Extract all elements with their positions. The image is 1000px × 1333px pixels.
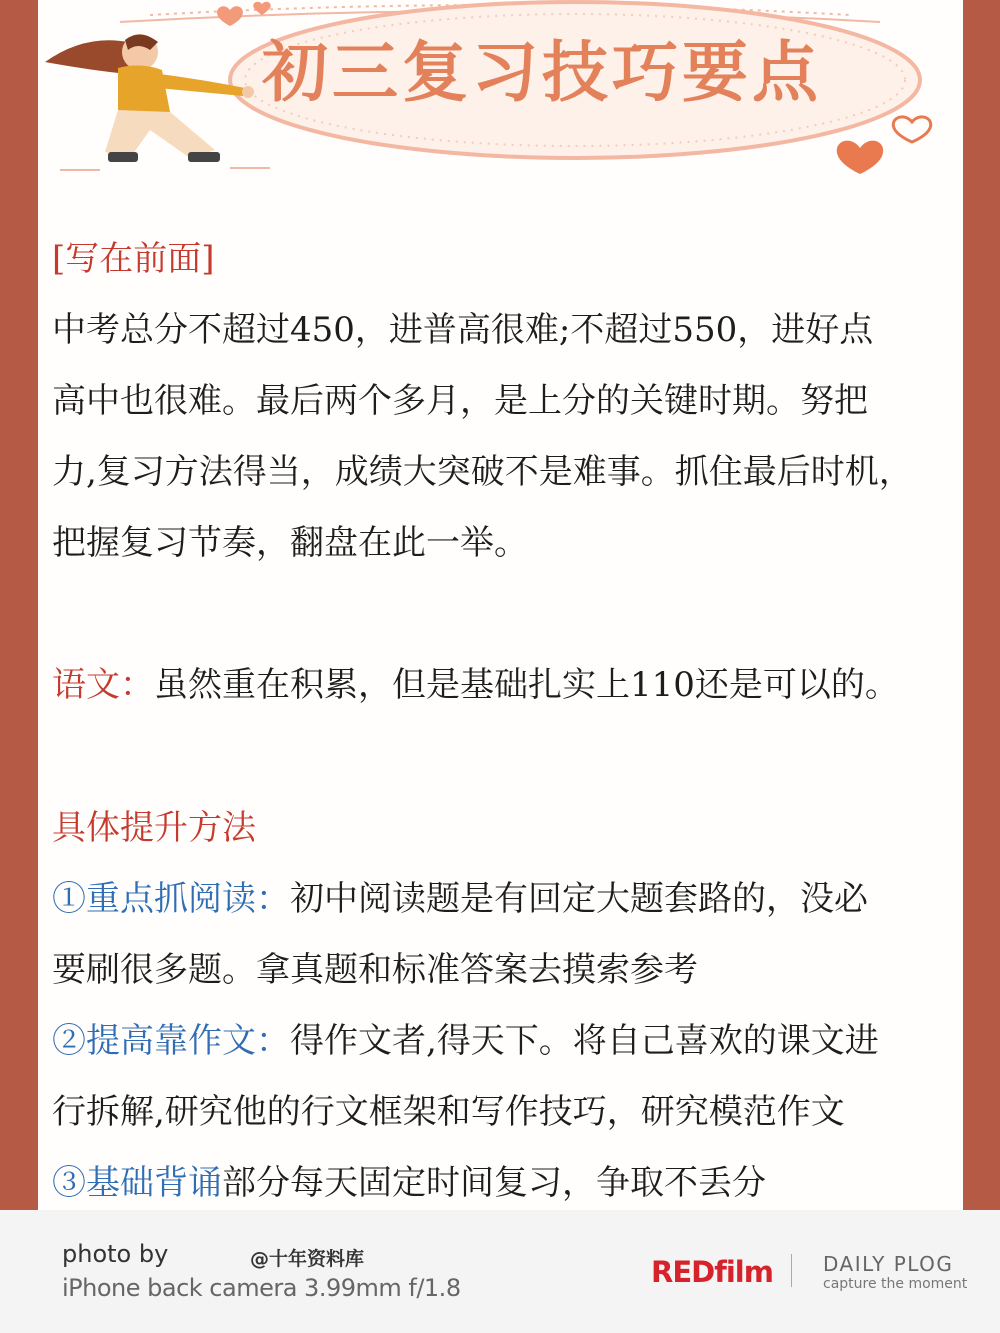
heart-icon [837, 141, 883, 174]
method-2-text: 得作文者,得天下。将自己喜欢的课文进 [290, 1021, 879, 1061]
ground-dashes [60, 168, 270, 170]
page-title: 初三复习技巧要点 [262, 34, 822, 111]
chinese-line [52, 650, 972, 721]
method-item-1 [52, 864, 972, 935]
brand-logo: REDfilm [651, 1255, 773, 1289]
intro-line-4: 把握复习节奏，翻盘在此一举。 [52, 523, 528, 563]
capture-tagline: capture the moment [823, 1276, 968, 1292]
intro-line-1: 中考总分不超过450，进普高很难;不超过550，进好点 [52, 310, 874, 350]
intro-line-2: 高中也很难。最后两个多月，是上分的关键时期。努把 [52, 381, 868, 421]
intro-heading: [写在前面] [52, 239, 215, 279]
method-1-continued: 要刷很多题。拿真题和标准答案去摸索参考 [52, 950, 698, 990]
daily-plog-label: DAILY PLOG [823, 1252, 954, 1276]
methods-heading: 具体提升方法 [52, 808, 256, 848]
chinese-label: 语文： [52, 665, 154, 705]
method-3-label: ③基础背诵 [52, 1163, 222, 1203]
method-3-text: 部分每天固定时间复习，争取不丢分 [222, 1163, 766, 1203]
intro-section [52, 224, 972, 579]
heart-small-icon [217, 2, 271, 26]
methods-section [52, 793, 972, 1219]
chinese-section [52, 650, 972, 721]
method-item-3 [52, 1148, 972, 1219]
camera-info: iPhone back camera 3.99mm f/1.8 [62, 1274, 461, 1302]
photo-footer [0, 1210, 1000, 1333]
method-item-2 [52, 1006, 972, 1077]
footer-divider [791, 1254, 792, 1287]
girl-illustration [45, 34, 254, 162]
intro-line-3: 力,复习方法得当，成绩大突破不是难事。抓住最后时机， [52, 452, 913, 492]
author-name: @十年资料库 [250, 1248, 365, 1270]
method-1-label: ①重点抓阅读： [52, 879, 290, 919]
method-2-continued: 行拆解,研究他的行文框架和写作技巧，研究模范作文 [52, 1092, 845, 1132]
photo-by-label: photo by [62, 1240, 169, 1268]
heart-outline-icon [893, 117, 930, 142]
method-2-label: ②提高靠作文： [52, 1021, 290, 1061]
method-1-text: 初中阅读题是有回定大题套路的，没必 [290, 879, 868, 919]
chinese-text: 虽然重在积累，但是基础扎实上110还是可以的。 [154, 665, 899, 705]
